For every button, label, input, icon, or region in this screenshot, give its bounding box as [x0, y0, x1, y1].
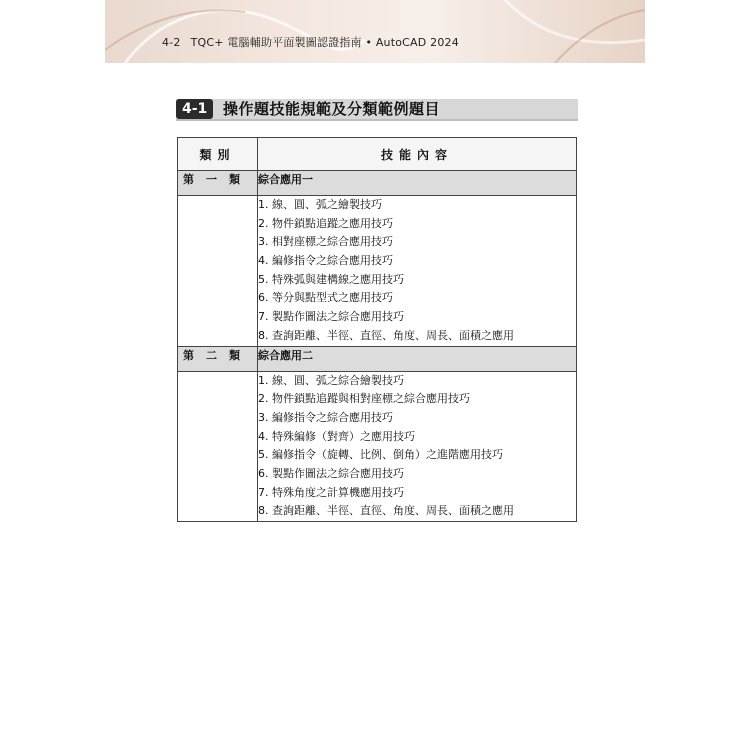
section-number-badge: 4-1 [176, 99, 213, 119]
list-item: 5. 編修指令（旋轉、比例、倒角）之進階應用技巧 [258, 448, 503, 462]
empty-category-cell [178, 196, 258, 347]
table-header-row [178, 138, 577, 171]
skills-table [177, 137, 577, 522]
page-number: 4-2 [162, 36, 181, 49]
header-skill-content: 技能內容 [258, 138, 577, 171]
list-item: 8. 查詢距離、半徑、直徑、角度、周長、面積之應用 [258, 504, 514, 518]
list-item: 6. 製點作圖法之綜合應用技巧 [258, 466, 404, 480]
list-item: 1. 線、圓、弧之繪製技巧 [258, 198, 382, 211]
items-row [178, 196, 577, 347]
items-row [178, 371, 577, 522]
decorative-swirl-graphic [105, 0, 645, 63]
list-item: 4. 編修指令之綜合應用技巧 [258, 254, 393, 268]
header-banner [105, 0, 645, 63]
list-item: 7. 特殊角度之計算機應用技巧 [258, 485, 404, 499]
list-item: 3. 編修指令之綜合應用技巧 [258, 410, 393, 424]
list-item: 3. 相對座標之綜合應用技巧 [258, 235, 393, 249]
category-label: 第一類 [178, 171, 258, 196]
header-category: 類別 [178, 138, 258, 171]
list-item: 1. 線、圓、弧之綜合繪製技巧 [258, 373, 404, 387]
list-item: 6. 等分與點型式之應用技巧 [258, 291, 393, 305]
category-row [178, 346, 577, 371]
category-label: 第二類 [178, 346, 258, 371]
section-heading: 操作題技能規範及分類範例題目 [223, 100, 441, 118]
empty-category-cell [178, 371, 258, 522]
list-item: 8. 查詢距離、半徑、直徑、角度、周長、面積之應用 [258, 328, 514, 342]
skill-list [258, 196, 577, 347]
book-title: TQC+ 電腦輔助平面製圖認證指南 • AutoCAD 2024 [190, 36, 459, 49]
category-title: 綜合應用一 [258, 171, 577, 196]
skill-list [258, 371, 577, 522]
list-item: 2. 物件鎖點追蹤與相對座標之綜合應用技巧 [258, 392, 470, 406]
list-item: 5. 特殊弧與建構線之應用技巧 [258, 272, 404, 286]
list-item: 4. 特殊編修（對齊）之應用技巧 [258, 429, 415, 443]
list-item: 2. 物件鎖點追蹤之應用技巧 [258, 216, 393, 230]
running-header [162, 34, 459, 50]
category-title: 綜合應用二 [258, 346, 577, 371]
list-item: 7. 製點作圖法之綜合應用技巧 [258, 310, 404, 324]
category-row [178, 171, 577, 196]
section-title-bar [176, 99, 578, 121]
